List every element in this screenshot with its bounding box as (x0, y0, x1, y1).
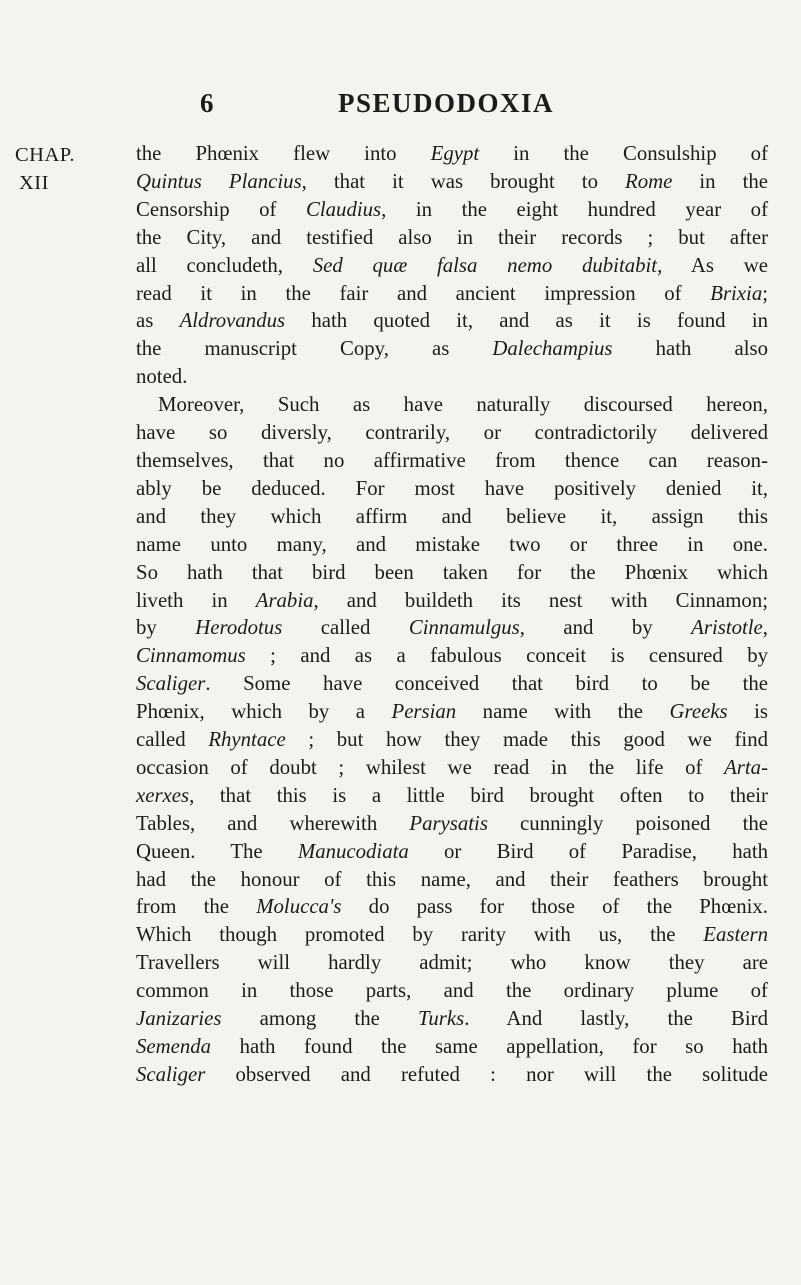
text-line (136, 1061, 768, 1089)
text-line (136, 810, 768, 838)
italic-run: Cinnamomus (136, 644, 246, 668)
italic-run: Turks (417, 1007, 465, 1031)
text-line (136, 614, 768, 642)
text-line (136, 559, 768, 587)
text-run: Censorship of (136, 197, 306, 221)
text-run: common in those parts, and the ordinary plume of (136, 979, 768, 1003)
page-header (0, 88, 801, 128)
text-line (136, 726, 768, 754)
body-text (136, 140, 768, 1089)
text-run: by (136, 616, 196, 640)
text-run: and they which affirm and believe it, assign this (136, 504, 768, 528)
text-run: ; and as a fabulous conceit is censured by (245, 644, 768, 668)
italic-run: Arabia (255, 588, 314, 612)
text-run: do pass for those of the Phœnix. (341, 895, 768, 919)
text-run: name unto many, and mistake two or three in one. (136, 532, 768, 556)
text-run: , As we (657, 253, 769, 277)
italic-run: Arta- (724, 755, 768, 779)
text-line (136, 391, 768, 419)
text-line (136, 447, 768, 475)
italic-run: Persian (391, 700, 457, 724)
text-line (136, 782, 768, 810)
text-run: the manuscript Copy, as (136, 337, 493, 361)
text-line (136, 140, 768, 168)
italic-run: Sed quæ falsa nemo dubitabit (312, 253, 658, 277)
text-run: , (762, 616, 768, 640)
text-run: cunningly poisoned the (487, 811, 768, 835)
text-line (136, 475, 768, 503)
text-line (136, 642, 768, 670)
italic-run: Brixia (710, 281, 763, 305)
italic-run: Cinnamulgus (408, 616, 520, 640)
text-run: hath also (612, 337, 768, 361)
text-run: So hath that bird been taken for the Phœnix which (136, 560, 768, 584)
text-run: read it in the fair and ancient impression of (136, 281, 711, 305)
italic-run: Janizaries (136, 1007, 222, 1031)
text-line (136, 252, 768, 280)
text-line (136, 838, 768, 866)
running-title: PSEUDODOXIA (338, 88, 555, 118)
text-line (136, 307, 768, 335)
text-line (136, 196, 768, 224)
text-run: liveth in (136, 588, 256, 612)
text-run: called (282, 616, 409, 640)
text-run: themselves, that no affirmative from thence can reason- (136, 448, 768, 472)
text-run: hath found the same appellation, for so hath (211, 1035, 768, 1058)
text-run: all concludeth, (136, 253, 313, 277)
text-line (136, 754, 768, 782)
italic-run: Parysatis (409, 811, 488, 835)
italic-run: Claudius (306, 197, 382, 221)
text-line (136, 168, 768, 196)
italic-run: Aldrovandus (179, 309, 286, 333)
text-run: as (136, 309, 180, 333)
italic-run: Semenda (136, 1035, 212, 1058)
italic-run: Scaliger (136, 672, 206, 696)
text-run: hath quoted it, and as it is found in (285, 309, 768, 333)
text-run: observed and refuted : nor will the solitude (205, 1062, 768, 1086)
text-run: occasion of doubt ; whilest we read in the life of (136, 755, 725, 779)
text-run: , that it was brought to (301, 169, 625, 193)
text-line (136, 893, 768, 921)
text-line (136, 335, 768, 363)
page-number: 6 (200, 88, 214, 118)
text-line (136, 921, 768, 949)
text-run: from the (136, 895, 257, 919)
text-run: in the (672, 169, 768, 193)
text-run: ably be deduced. For most have positively denied it, (136, 476, 768, 500)
italic-run: Herodotus (195, 616, 283, 640)
text-run: the City, and testified also in their records ; but after (136, 225, 768, 249)
text-line (136, 1005, 768, 1033)
text-run: Which though promoted by rarity with us, the (136, 923, 704, 947)
text-line (136, 698, 768, 726)
text-run: Moreover, Such as have naturally discoursed hereon, (158, 393, 768, 417)
text-run: . And lastly, the Bird (464, 1007, 768, 1031)
text-run: among the (221, 1007, 418, 1031)
italic-run: Quintus Plancius (136, 169, 302, 193)
text-line (136, 1033, 768, 1061)
text-run: in the Consulship of (479, 142, 768, 165)
italic-run: xerxes (136, 783, 190, 807)
text-run: , and by (519, 616, 692, 640)
italic-run: Rhyntace (208, 728, 286, 752)
text-run: is (727, 700, 768, 724)
text-run: Tables, and wherewith (136, 811, 410, 835)
text-run: the Phœnix flew into (136, 142, 431, 165)
text-line (136, 531, 768, 559)
text-run: , that this is a little bird brought often to their (189, 783, 768, 807)
text-line (136, 977, 768, 1005)
margin-note (15, 142, 75, 197)
italic-run: Manucodiata (297, 839, 409, 863)
text-line (136, 670, 768, 698)
text-run: noted. (136, 365, 188, 389)
text-run: called (136, 728, 209, 752)
text-line (136, 949, 768, 977)
text-run: ; but how they made this good we find (285, 728, 768, 752)
text-line (136, 503, 768, 531)
italic-run: Egypt (430, 142, 480, 165)
text-run: or Bird of Paradise, hath (408, 839, 768, 863)
text-line (136, 363, 768, 391)
text-run: Phœnix, which by a (136, 700, 392, 724)
text-run: have so diversly, contrarily, or contradictorily delivered (136, 421, 768, 445)
text-line (136, 224, 768, 252)
italic-run: Molucca's (256, 895, 342, 919)
section-number: XII (19, 171, 49, 194)
italic-run: Eastern (703, 923, 768, 947)
italic-run: Aristotle (691, 616, 763, 640)
text-line (136, 866, 768, 894)
text-run: Queen. The (136, 839, 298, 863)
text-run: ; (762, 281, 768, 305)
text-line (136, 419, 768, 447)
italic-run: Rome (625, 169, 673, 193)
text-run: , in the eight hundred year of (381, 197, 768, 221)
italic-run: Greeks (669, 700, 728, 724)
italic-run: Dalechampius (492, 337, 613, 361)
italic-run: Scaliger (136, 1062, 206, 1086)
text-run: name with the (456, 700, 670, 724)
text-line (136, 280, 768, 308)
text-run: had the honour of this name, and their feathers brought (136, 867, 768, 891)
text-run: Travellers will hardly admit; who know they are (136, 951, 768, 975)
text-run: . Some have conceived that bird to be the (205, 672, 768, 696)
text-run: , and buildeth its nest with Cinnamon; (313, 588, 769, 612)
text-line (136, 587, 768, 615)
chapter-label: CHAP. (15, 144, 76, 166)
